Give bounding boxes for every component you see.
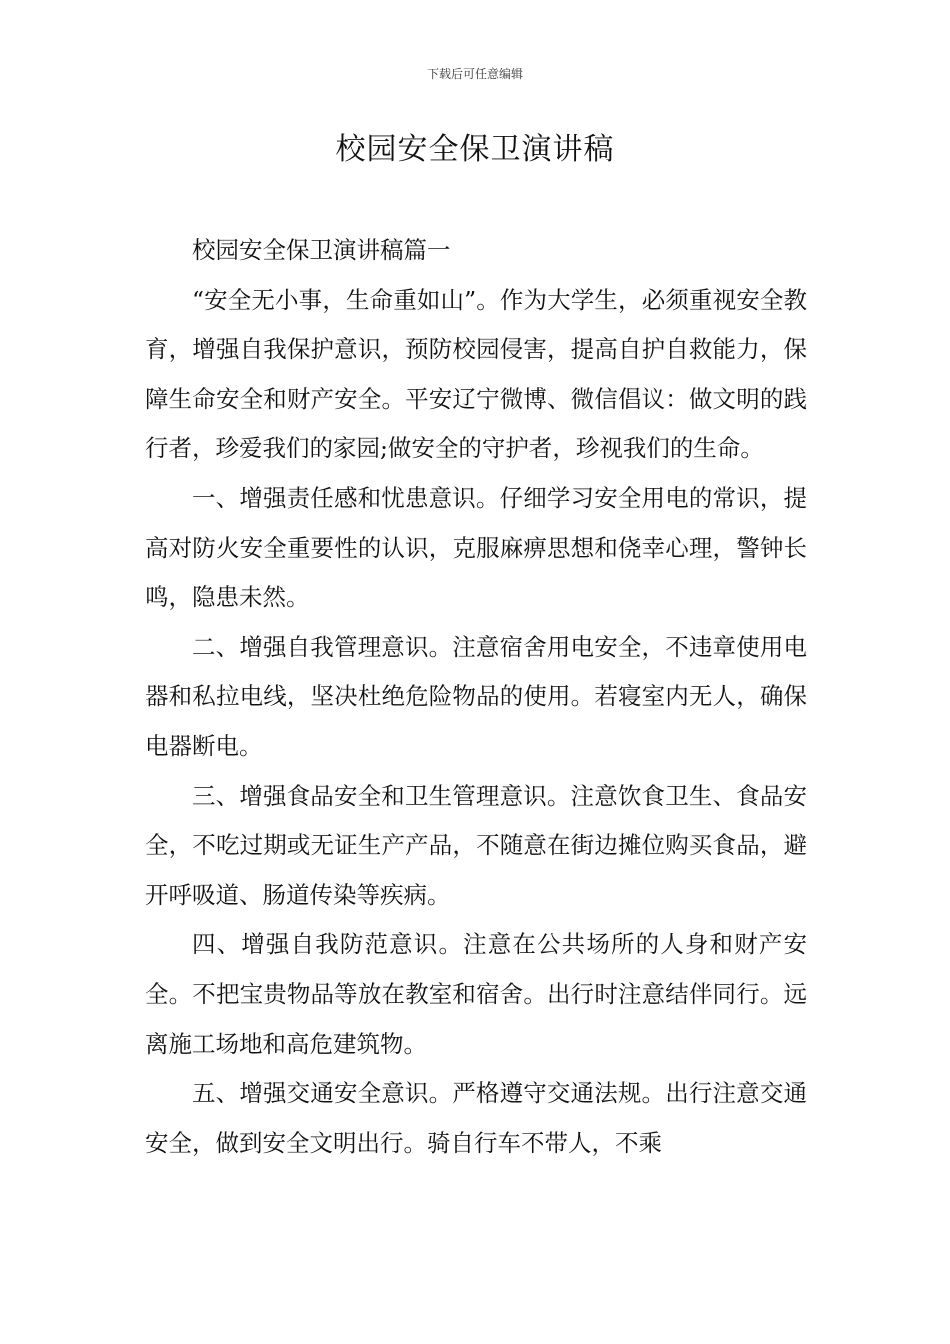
body-paragraph-5: 五、增强交通安全意识。严格遵守交通法规。出行注意交通安全，做到安全文明出行。骑自行车不带人，不乘 [145, 1079, 807, 1157]
document-title: 校园安全保卫演讲稿 [335, 132, 615, 167]
header-note: 下载后可任意编辑 [426, 67, 523, 81]
section-heading: 校园安全保卫演讲稿篇一 [192, 236, 451, 264]
body-paragraph-1: 一、增强责任感和忧患意识。仔细学习安全用电的常识，提高对防火安全重要性的认识，克服麻痹思想和侥幸心理，警钟长鸣，隐患未然。 [145, 483, 807, 612]
body-paragraph-3: 三、增强食品安全和卫生管理意识。注意饮食卫生、食品安全，不吃过期或无证生产产品，不随意在街边摊位购买食品，避开呼吸道、肠道传染等疾病。 [145, 781, 807, 909]
body-paragraph-2: 二、增强自我管理意识。注意宿舍用电安全，不违章使用电器和私拉电线，坚决杜绝危险物品的使用。若寝室内无人，确保电器断电。 [145, 632, 807, 760]
body-paragraph-intro: “安全无小事，生命重如山”。作为大学生，必须重视安全教育，增强自我保护意识，预防校园侵害，提高自护自救能力，保障生命安全和财产安全。平安辽宁微博、微信倡议：做文明的践行者，珍爱我们的家园;做安全的守护者，珍视我们的生命。 [145, 285, 807, 463]
body-paragraph-4: 四、增强自我防范意识。注意在公共场所的人身和财产安全。不把宝贵物品等放在教室和宿舍。出行时注意结伴同行。远离施工场地和高危建筑物。 [145, 930, 807, 1058]
document-body [145, 226, 807, 1168]
